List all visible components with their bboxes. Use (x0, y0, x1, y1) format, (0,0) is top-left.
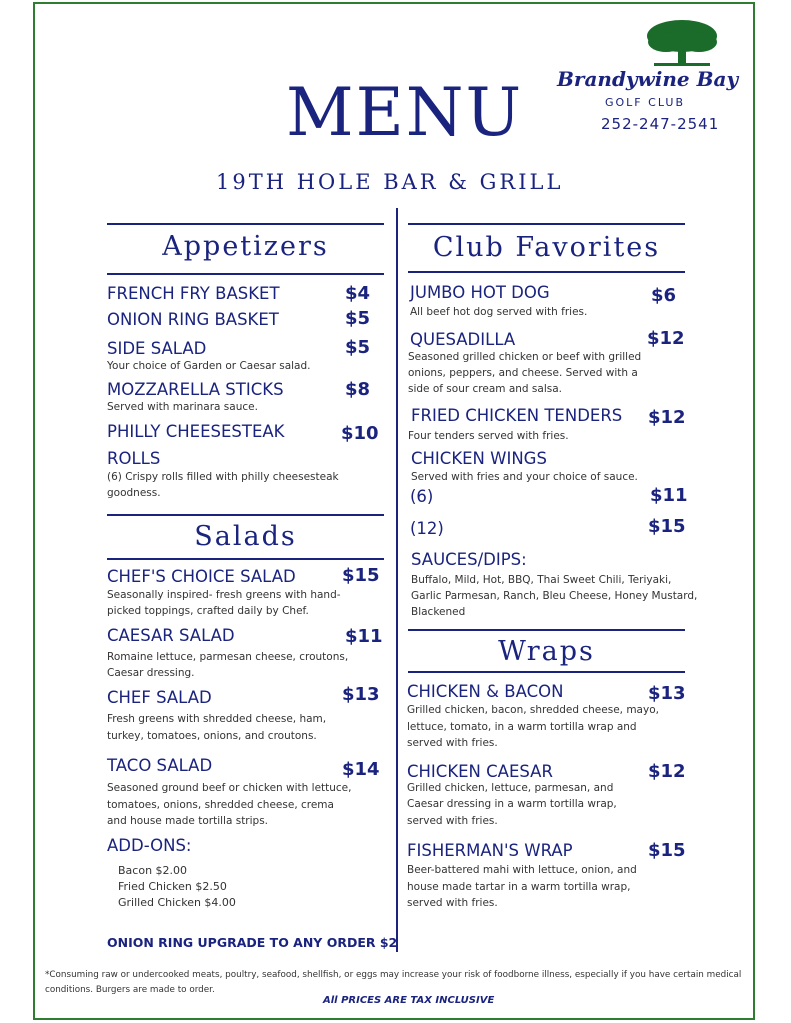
sauce-list: Blackened (411, 606, 466, 618)
addons-heading: ADD-ONS: (107, 836, 192, 855)
item-price: $12 (648, 761, 686, 782)
item-price: $15 (648, 840, 686, 861)
tree-logo-icon (644, 16, 720, 68)
wraps-heading: Wraps (498, 636, 595, 667)
item-description: Grilled chicken, lettuce, parmesan, and (407, 782, 614, 794)
item-description: All beef hot dog served with fries. (410, 306, 588, 318)
divider (408, 271, 685, 273)
item-name: CHICKEN & BACON (407, 682, 564, 701)
page-title: MENU (286, 74, 524, 151)
disclaimer: *Consuming raw or undercooked meats, poultry, seafood, shellfish, or eggs may increase your risk of foodborne illness, especially if you have certain medical (45, 970, 742, 980)
item-name: MOZZARELLA STICKS (107, 380, 284, 399)
wing-option: (6) (410, 487, 434, 506)
item-price: $10 (341, 423, 379, 444)
item-price: $13 (648, 683, 686, 704)
divider (107, 558, 384, 560)
item-price: $15 (342, 565, 380, 586)
item-name: SIDE SALAD (107, 339, 207, 358)
sauces-heading: SAUCES/DIPS: (411, 550, 527, 569)
item-name: CHEF'S CHOICE SALAD (107, 567, 296, 586)
item-description: Beer-battered mahi with lettuce, onion, and (407, 864, 637, 876)
wing-option: (12) (410, 519, 444, 538)
item-description: goodness. (107, 487, 161, 499)
item-description: Caesar dressing. (107, 667, 195, 679)
page-subtitle: 19TH HOLE BAR & GRILL (216, 170, 564, 194)
item-price: $5 (345, 337, 371, 358)
item-description: picked toppings, crafted daily by Chef. (107, 605, 309, 617)
item-price: $15 (648, 516, 686, 537)
item-description: Four tenders served with fries. (408, 430, 569, 442)
item-name: PHILLY CHEESESTEAK (107, 422, 285, 441)
divider (107, 273, 384, 275)
item-description: served with fries. (407, 737, 498, 749)
item-price: $11 (650, 485, 688, 506)
item-description: house made tartar in a warm tortilla wrap, (407, 881, 631, 893)
item-description: Caesar dressing in a warm tortilla wrap, (407, 798, 617, 810)
item-description: (6) Crispy rolls filled with philly cheesesteak (107, 471, 339, 483)
item-price: $11 (345, 626, 383, 647)
item-name: FRENCH FRY BASKET (107, 284, 280, 303)
item-price: $8 (345, 379, 371, 400)
club-favorites-heading: Club Favorites (432, 232, 661, 263)
item-description: Served with fries and your choice of sauce. (411, 471, 638, 483)
item-name: FRIED CHICKEN TENDERS (411, 406, 623, 425)
phone-number: 252-247-2541 (601, 115, 720, 133)
item-price: $4 (345, 283, 371, 304)
divider (107, 223, 384, 225)
item-name: CHICKEN CAESAR (407, 762, 553, 781)
brand-subtitle: GOLF CLUB (605, 96, 685, 109)
sauce-list: Buffalo, Mild, Hot, BBQ, Thai Sweet Chili, Teriyaki, (411, 574, 672, 586)
addon-item: Fried Chicken $2.50 (118, 880, 227, 893)
divider (408, 671, 685, 673)
divider (107, 514, 384, 516)
item-description: Seasoned ground beef or chicken with lettuce, (107, 782, 352, 794)
sauce-list: Garlic Parmesan, Ranch, Bleu Cheese, Honey Mustard, (411, 590, 698, 602)
addon-item: Bacon $2.00 (118, 864, 188, 877)
item-description: onions, peppers, and cheese. Served with a (408, 367, 638, 379)
item-description: Served with marinara sauce. (107, 401, 258, 413)
item-description: turkey, tomatoes, onions, and croutons. (107, 730, 317, 742)
item-name: CAESAR SALAD (107, 626, 235, 645)
item-name-continued: ROLLS (107, 449, 161, 468)
item-price: $13 (342, 684, 380, 705)
disclaimer: conditions. Burgers are made to order. (45, 985, 215, 995)
item-name: CHEF SALAD (107, 688, 212, 707)
item-price: $12 (648, 407, 686, 428)
column-divider (396, 208, 398, 952)
item-name: CHICKEN WINGS (411, 449, 547, 468)
upgrade-note: ONION RING UPGRADE TO ANY ORDER $2 (107, 935, 398, 950)
item-name: TACO SALAD (107, 756, 213, 775)
item-name: FISHERMAN'S WRAP (407, 841, 573, 860)
salads-heading: Salads (194, 521, 297, 552)
item-name: QUESADILLA (410, 330, 516, 349)
brand-name: Brandywine Bay (557, 67, 739, 91)
item-name: JUMBO HOT DOG (410, 283, 550, 302)
item-description: Your choice of Garden or Caesar salad. (107, 360, 311, 372)
addon-item: Grilled Chicken $4.00 (118, 896, 236, 909)
item-description: Grilled chicken, bacon, shredded cheese, mayo, (407, 704, 659, 716)
item-price: $12 (647, 328, 685, 349)
divider (408, 629, 685, 631)
item-description: Fresh greens with shredded cheese, ham, (107, 713, 327, 725)
item-price: $6 (651, 285, 677, 306)
divider (408, 223, 685, 225)
item-description: served with fries. (407, 897, 498, 909)
item-description: side of sour cream and salsa. (408, 383, 562, 395)
item-price: $14 (342, 759, 380, 780)
item-price: $5 (345, 308, 371, 329)
item-description: and house made tortilla strips. (107, 815, 269, 827)
item-description: tomatoes, onions, shredded cheese, crema (107, 799, 334, 811)
tax-note: All PRICES ARE TAX INCLUSIVE (323, 995, 495, 1006)
item-description: lettuce, tomato, in a warm tortilla wrap and (407, 721, 637, 733)
item-description: served with fries. (407, 815, 498, 827)
item-name: ONION RING BASKET (107, 310, 279, 329)
appetizers-heading: Appetizers (162, 231, 329, 262)
item-description: Romaine lettuce, parmesan cheese, croutons, (107, 651, 349, 663)
item-description: Seasoned grilled chicken or beef with grilled (408, 351, 642, 363)
item-description: Seasonally inspired- fresh greens with hand- (107, 589, 341, 601)
